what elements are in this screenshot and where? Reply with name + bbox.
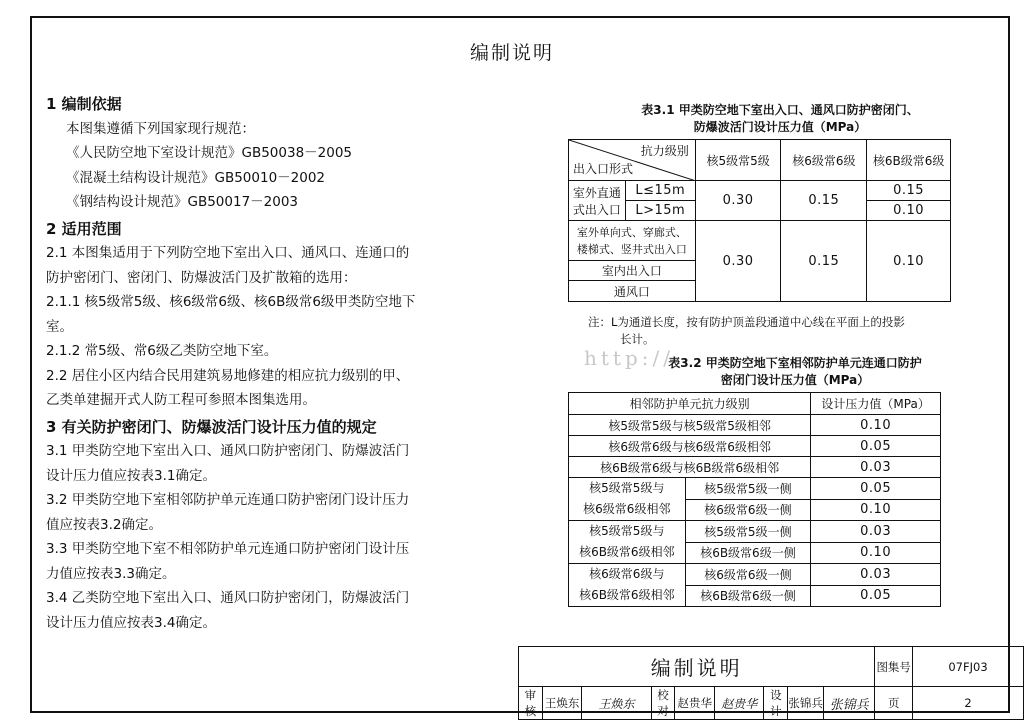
paragraph-line: 防护密闭门、密闭门、防爆波活门及扩散箱的选用： bbox=[46, 269, 357, 286]
table31-corner-bottom: 出入口形式 bbox=[573, 162, 634, 176]
table32-group-label bbox=[569, 564, 686, 607]
table31-row1-label-line2: 式出入口 bbox=[572, 202, 621, 217]
paragraph-line: 《人民防空地下室设计规范》GB50038－2005 bbox=[66, 145, 353, 161]
table32-group-side: 核5级常5级一侧 bbox=[685, 478, 811, 500]
title-block-atlas-number: 07FJ03 bbox=[913, 647, 1024, 687]
table32-group-side: 核6级常6级一侧 bbox=[685, 499, 811, 521]
paragraph-line: 2.1.2 常5级、常6级乙类防空地下室。 bbox=[46, 343, 278, 359]
table31-row1-l2: L>15m bbox=[625, 201, 695, 221]
table31-row4-label: 通风口 bbox=[569, 281, 696, 302]
table32-row-value: 0.10 bbox=[811, 415, 941, 436]
table31-note-line1: 注：L为通道长度，按有防护顶盖段通道中心线在平面上的投影 bbox=[588, 315, 905, 329]
table31-row1-value-2: 0.15 bbox=[781, 181, 867, 221]
title-block-check-signature: 赵贵华 bbox=[715, 687, 764, 720]
table32-group-value: 0.05 bbox=[811, 585, 941, 607]
table32-row-value: 0.03 bbox=[811, 457, 941, 478]
table32-group-label-line1: 核5级常5级与 bbox=[589, 481, 665, 495]
table31-row1-l1: L≤15m bbox=[625, 181, 695, 201]
paragraph-line: 设计压力值应按表3.4确定。 bbox=[46, 614, 216, 631]
table31-row2-label-line1: 室外单向式、穿廊式、 bbox=[576, 225, 687, 239]
table32-group-value: 0.03 bbox=[811, 521, 941, 543]
table31 bbox=[568, 139, 951, 302]
table31-corner-top: 抗力级别 bbox=[640, 144, 689, 158]
title-block-review-label: 审核 bbox=[519, 687, 543, 720]
table32-row bbox=[569, 457, 941, 478]
table31-corner-diagonal bbox=[569, 140, 696, 181]
table32-group-label-line1: 核6级常6级与 bbox=[589, 567, 665, 581]
table32-row-value: 0.05 bbox=[811, 436, 941, 457]
table31-row3-label: 室内出入口 bbox=[569, 261, 696, 281]
section-heading: 2 适用范围 bbox=[46, 219, 122, 238]
paragraph-line: 《钢结构设计规范》GB50017－2003 bbox=[66, 194, 299, 210]
left-text-column bbox=[46, 90, 476, 635]
table31-row2-value-3: 0.10 bbox=[867, 221, 951, 302]
title-block-atlas-label: 图集号 bbox=[875, 647, 913, 687]
title-block-page-number: 2 bbox=[913, 687, 1024, 720]
section-heading: 3 有关防护密闭门、防爆波活门设计压力值的规定 bbox=[46, 417, 377, 436]
table32-group-side: 核6级常6级一侧 bbox=[685, 564, 811, 586]
title-block-check-name: 赵贵华 bbox=[675, 687, 715, 720]
table31-row1-value-1: 0.30 bbox=[695, 181, 781, 221]
table31-row2-value-2: 0.15 bbox=[781, 221, 867, 302]
table31-row2-value-1: 0.30 bbox=[695, 221, 781, 302]
table31-row1-label-line1: 室外直通 bbox=[572, 185, 621, 200]
paragraph-line: 3.1 甲类防空地下室出入口、通风口防护密闭门、防爆波活门 bbox=[46, 443, 410, 459]
table31-caption bbox=[585, 102, 975, 136]
table32-group-label-line2: 核6B级常6级相邻 bbox=[579, 588, 675, 602]
table32-header-level: 相邻防护单元抗力级别 bbox=[569, 393, 811, 415]
paragraph-line: 2.1 本图集适用于下列防空地下室出入口、通风口、连通口的 bbox=[46, 245, 410, 261]
table32-header-value: 设计压力值（MPa） bbox=[811, 393, 941, 415]
title-block-design-name: 张锦兵 bbox=[788, 687, 824, 720]
title-block-design-label: 设计 bbox=[764, 687, 788, 720]
table32-group-row bbox=[569, 564, 941, 586]
table32-row bbox=[569, 436, 941, 457]
table32-group-value: 0.10 bbox=[811, 499, 941, 521]
title-block-title: 编制说明 bbox=[519, 647, 875, 687]
table31-corner-cell bbox=[569, 140, 696, 181]
table32-caption-line2: 密闭门设计压力值（MPa） bbox=[720, 373, 870, 387]
paragraph-line: 力值应按表3.3确定。 bbox=[46, 565, 176, 582]
table32-group-label-line2: 核6B级常6级相邻 bbox=[579, 545, 675, 559]
paragraph-line: 2.2 居住小区内结合民用建筑易地修建的相应抗力级别的甲、 bbox=[46, 367, 410, 384]
table32-group-row bbox=[569, 478, 941, 500]
table31-caption-line1: 表3.1 甲类防空地下室出入口、通风口防护密闭门、 bbox=[641, 103, 919, 117]
table31-note-line2: 长计。 bbox=[620, 332, 655, 346]
table32-group-label-line2: 核6级常6级相邻 bbox=[583, 502, 671, 516]
table31-row1-value-3b: 0.10 bbox=[867, 201, 951, 221]
title-block-review-name: 王焕东 bbox=[542, 687, 582, 720]
table31-row2-label-line2: 楼梯式、竖井式出入口 bbox=[576, 242, 687, 256]
paragraph-line: 本图集遵循下列国家现行规范： bbox=[66, 120, 255, 137]
paragraph-line: 值应按表3.2确定。 bbox=[46, 516, 162, 533]
watermark-text: http:// bbox=[584, 346, 674, 370]
title-block-review-signature: 王焕东 bbox=[582, 687, 651, 720]
title-block-page-label: 页 bbox=[875, 687, 913, 720]
table31-col-header-2: 核6级常6级 bbox=[781, 140, 867, 181]
table32-group-value: 0.10 bbox=[811, 542, 941, 564]
table31-caption-line2: 防爆波活门设计压力值（MPa） bbox=[693, 120, 867, 134]
table31-row1-label bbox=[569, 181, 626, 221]
table32-caption bbox=[600, 355, 990, 389]
table32-group-label bbox=[569, 478, 686, 521]
paragraph-line: 设计压力值应按表3.1确定。 bbox=[46, 467, 216, 484]
table32-group-value: 0.03 bbox=[811, 564, 941, 586]
table32-group-value: 0.05 bbox=[811, 478, 941, 500]
table31-col-header-3: 核6B级常6级 bbox=[867, 140, 951, 181]
table32-group-label-line1: 核5级常5级与 bbox=[589, 524, 665, 538]
table31-row1-value-3a: 0.15 bbox=[867, 181, 951, 201]
table32-row bbox=[569, 415, 941, 436]
table31-col-header-1: 核5级常5级 bbox=[695, 140, 781, 181]
table32-group-side: 核5级常5级一侧 bbox=[685, 521, 811, 543]
title-block-design-signature: 张锦兵 bbox=[823, 687, 874, 720]
paragraph-line: 3.4 乙类防空地下室出入口、通风口防护密闭门，防爆波活门 bbox=[46, 590, 410, 606]
table32-row-label: 核6B级常6级与核6B级常6级相邻 bbox=[569, 457, 811, 478]
paragraph-line: 《混凝土结构设计规范》GB50010－2002 bbox=[66, 169, 326, 186]
table32 bbox=[568, 392, 941, 607]
table32-caption-line1: 表3.2 甲类防空地下室相邻防护单元连通口防护 bbox=[668, 356, 922, 370]
title-block bbox=[518, 646, 1024, 720]
paragraph-line: 3.2 甲类防空地下室相邻防护单元连通口防护密闭门设计压力 bbox=[46, 492, 410, 508]
paragraph-line: 2.1.1 核5级常5级、核6级常6级、核6B级常6级甲类防空地下 bbox=[46, 294, 416, 310]
page-title: 编制说明 bbox=[469, 42, 554, 64]
table32-group-label bbox=[569, 521, 686, 564]
paragraph-line: 室。 bbox=[46, 318, 73, 335]
title-block-check-label: 校对 bbox=[651, 687, 675, 720]
paragraph-line: 乙类单建掘开式人防工程可参照本图集选用。 bbox=[46, 392, 316, 408]
table32-group-side: 核6B级常6级一侧 bbox=[685, 542, 811, 564]
paragraph-line: 3.3 甲类防空地下室不相邻防护单元连通口防护密闭门设计压 bbox=[46, 541, 410, 557]
table32-group-row bbox=[569, 521, 941, 543]
table32-row-label: 核5级常5级与核5级常5级相邻 bbox=[569, 415, 811, 436]
section-heading: 1 编制依据 bbox=[46, 95, 122, 113]
table31-row2-label bbox=[569, 221, 696, 261]
table32-row-label: 核6级常6级与核6级常6级相邻 bbox=[569, 436, 811, 457]
table31-note bbox=[588, 314, 948, 348]
table32-group-side: 核6B级常6级一侧 bbox=[685, 585, 811, 607]
